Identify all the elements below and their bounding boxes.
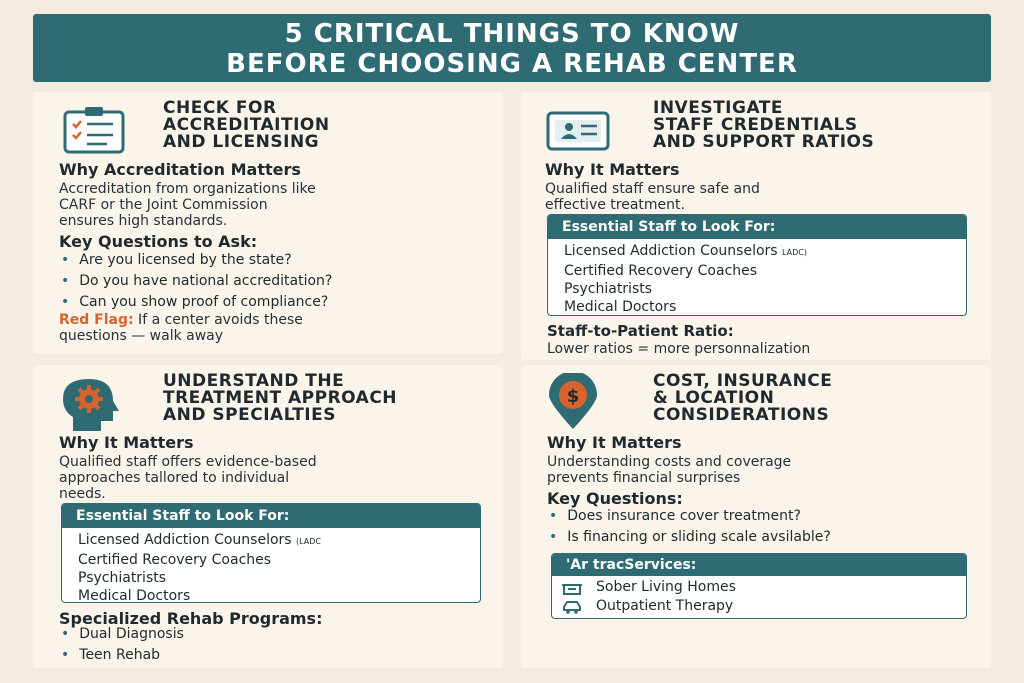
list-item: Medical Doctors <box>78 588 191 603</box>
cost-heading: COST, INSURANCE & LOCATION CONSIDERATIONS <box>653 371 833 425</box>
staff-why-text: Qualified staff ensure safe and effective treatment. <box>545 181 760 213</box>
dollar-location-pin-icon <box>545 373 601 431</box>
title-line-2: BEFORE CHOOSING A REHAB CENTER <box>226 49 798 79</box>
cost-card <box>521 365 991 668</box>
cost-questions-title: Key Questions: <box>547 489 683 508</box>
treatment-card <box>33 365 503 668</box>
accreditation-why-text: Accreditation from organizations like CARF or the Joint Commission ensures high standards. <box>59 181 316 229</box>
treatment-staff-title: Essential Staff to Look For: <box>62 504 480 528</box>
list-item: • Dual Diagnosis <box>59 624 184 645</box>
services-title: 'Ar tracServices: <box>552 554 966 576</box>
essential-staff-list <box>548 239 966 316</box>
title-line-1: 5 CRITICAL THINGS TO KNOW <box>284 19 740 49</box>
staff-why-title: Why It Matters <box>545 160 680 179</box>
staff-card <box>521 92 991 360</box>
list-item: • Is financing or sliding scale avsilable? <box>547 527 831 548</box>
treatment-staff-box <box>61 503 481 603</box>
car-icon <box>562 600 582 614</box>
list-item: Certified Recovery Coaches <box>564 263 758 279</box>
red-flag-label: Red Flag: <box>59 312 134 328</box>
list-item: • Teen Rehab <box>59 645 184 666</box>
accreditation-why-title: Why Accreditation Matters <box>59 160 301 179</box>
list-item: Certified Recovery Coaches <box>78 552 272 568</box>
list-item: • Are you licensed by the state? <box>59 250 332 271</box>
programs-list <box>59 624 184 666</box>
accreditation-questions-title: Key Questions to Ask: <box>59 232 258 251</box>
staff-ratio-title: Staff-to-Patient Ratio: <box>547 322 734 340</box>
essential-staff-box <box>547 214 967 316</box>
list-item: Licensed Addiction Counselors (LADC <box>78 532 322 548</box>
treatment-why-text: Qualified staff offers evidence-based approaches tallored to individual needs. <box>59 454 317 502</box>
red-flag-note: Red Flag: If a center avoids these questions — walk away <box>59 312 303 344</box>
cost-why-text: Understanding costs and coverage prevents financial surprises <box>547 454 792 486</box>
house-icon <box>562 581 582 595</box>
treatment-heading: UNDERSTAND THE TREATMENT APPROACH AND SPECIALTIES <box>163 371 398 425</box>
list-item: Licensed Addiction Counselors LADC) <box>564 243 808 259</box>
service-item: Outpatient Therapy <box>552 597 966 616</box>
cost-questions-list <box>547 506 831 548</box>
list-item: • Can you show proof of compliance? <box>59 292 332 313</box>
cost-why-title: Why It Matters <box>547 433 682 452</box>
list-item: Medical Doctors <box>564 299 677 315</box>
list-item: • Do you have national accreditation? <box>59 271 332 292</box>
staff-ratio-text: Lower ratios = more personnalization <box>547 341 811 357</box>
service-item: Sober Living Homes <box>552 578 966 597</box>
staff-heading: INVESTIGATE STAFF CREDENTIALS AND SUPPORT RATIOS <box>653 98 875 152</box>
treatment-staff-list <box>62 528 480 603</box>
clipboard-checklist-icon <box>61 104 127 154</box>
list-item: Psychiatrists <box>78 570 167 586</box>
accreditation-card <box>33 92 503 354</box>
programs-title: Specialized Rehab Programs: <box>59 609 323 628</box>
list-item: • Does insurance cover treatment? <box>547 506 831 527</box>
title-banner <box>33 14 991 82</box>
svg-text:$: $ <box>566 386 580 407</box>
accreditation-heading: CHECK FOR ACCREDITAITION AND LICENSING <box>163 98 330 152</box>
services-box <box>551 553 967 619</box>
accreditation-questions-list <box>59 250 332 313</box>
list-item: Psychiatrists <box>564 281 653 297</box>
head-gear-icon <box>59 377 125 433</box>
essential-staff-title: Essential Staff to Look For: <box>548 215 966 239</box>
id-badge-icon <box>545 110 611 152</box>
treatment-why-title: Why It Matters <box>59 433 194 452</box>
